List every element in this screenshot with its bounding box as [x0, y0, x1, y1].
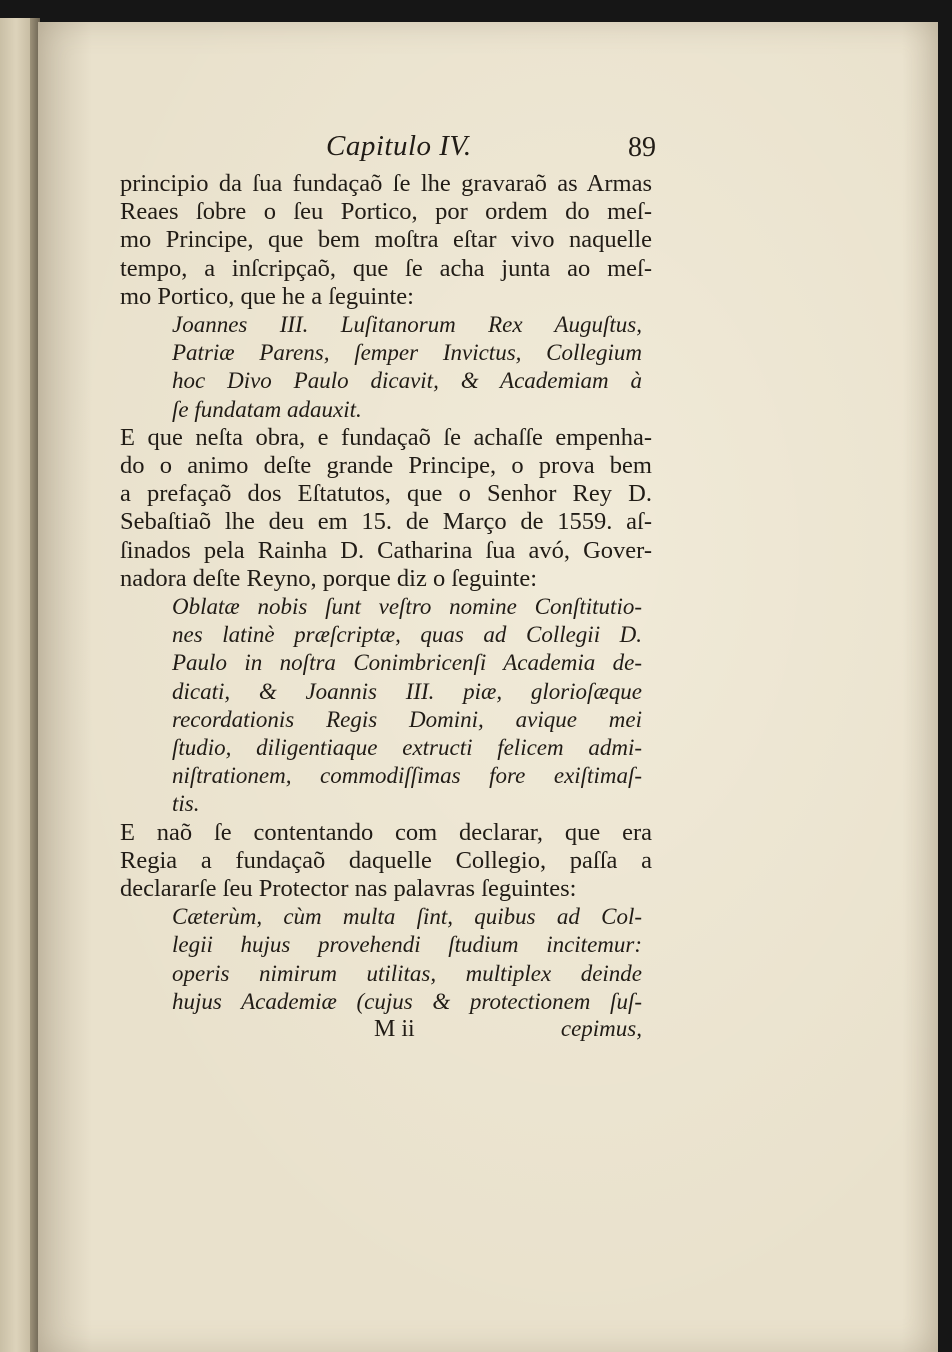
quote-line: tis.	[172, 791, 200, 817]
quote-line: Joannes III. Luſitanorum Rex Auguſtus,	[172, 312, 642, 338]
quote-line: Oblatæ nobis ſunt veſtro nomine Conſtitutio-	[172, 594, 642, 620]
quote-line: ſe fundatam adauxit.	[172, 396, 362, 422]
chapter-title: Capitulo IV.	[326, 130, 472, 162]
text-line: do o animo deſte grande Principe, o prova bem	[120, 452, 652, 480]
running-head	[120, 130, 656, 170]
text-line: E que neſta obra, e fundaçaõ ſe achaſſe empenha-	[120, 423, 652, 451]
text-line: Reaes ſobre o ſeu Portico, por ordem do meſ-	[120, 198, 652, 226]
catchword: cepimus,	[560, 1016, 642, 1042]
paragraph-3	[120, 819, 652, 904]
text-line: principio da ſua fundaçaõ ſe lhe gravaraõ as Armas	[120, 170, 652, 197]
quote-line: niſtrationem, commodiſſimas fore exiſtimaſ-	[172, 763, 642, 789]
text-line: nadora deſte Reyno, porque diz o ſeguinte:	[120, 564, 538, 592]
text-line: ſinados pela Rainha D. Catharina ſua avó, Gover-	[120, 536, 652, 564]
quote-line: Cæterùm, cùm multa ſint, quibus ad Col-	[172, 904, 642, 930]
quote-line: hujus Academiæ (cujus & protectionem ſuſ-	[172, 988, 642, 1014]
quote-line: nes latinè præſcriptæ, quas ad Collegii D.	[172, 622, 642, 648]
paragraph-2	[120, 424, 652, 593]
quote-line: operis nimirum utilitas, multiplex deinde	[172, 960, 642, 986]
quote-line: dicati, & Joannis III. piæ, glorioſæque	[172, 678, 642, 704]
text-line: a prefaçaõ dos Eſtatutos, que o Senhor Rey D.	[120, 480, 652, 508]
text-line: Sebaſtiaõ lhe deu em 15. de Março de 1559. aſ-	[120, 508, 652, 536]
text-line: declararſe ſeu Protector nas palavras ſeguintes:	[120, 875, 577, 903]
page-number: 89	[628, 132, 656, 163]
text-line: Regia a fundaçaõ daquelle Collegio, paſſa a	[120, 846, 652, 874]
paragraph-1	[120, 170, 652, 311]
latin-quote-1	[120, 311, 652, 424]
text-line: E naõ ſe contentando com declarar, que era	[120, 818, 652, 846]
text-line: mo Portico, que he a ſeguinte:	[120, 282, 414, 310]
quote-line: legii hujus provehendi ſtudium incitemur:	[172, 932, 642, 958]
latin-quote-2	[120, 593, 652, 819]
page-footer	[120, 1016, 652, 1046]
text-line: mo Principe, que bem moſtra eſtar vivo naquelle	[120, 226, 652, 254]
text-line: tempo, a inſcripçaõ, que ſe acha junta ao meſ-	[120, 254, 652, 282]
quote-line: hoc Divo Paulo dicavit, & Academiam à	[172, 368, 642, 394]
signature-mark: M ii	[374, 1016, 415, 1043]
page-text-block	[120, 130, 656, 1046]
quote-line: Patriæ Parens, ſemper Invictus, Collegium	[172, 340, 642, 366]
quote-line: ſtudio, diligentiaque extructi felicem admi-	[172, 735, 642, 761]
book-page	[38, 22, 938, 1352]
quote-line: Paulo in noſtra Conimbricenſi Academia de-	[172, 650, 642, 676]
quote-line: recordationis Regis Domini, avique mei	[172, 706, 642, 732]
latin-quote-3	[120, 903, 652, 1016]
